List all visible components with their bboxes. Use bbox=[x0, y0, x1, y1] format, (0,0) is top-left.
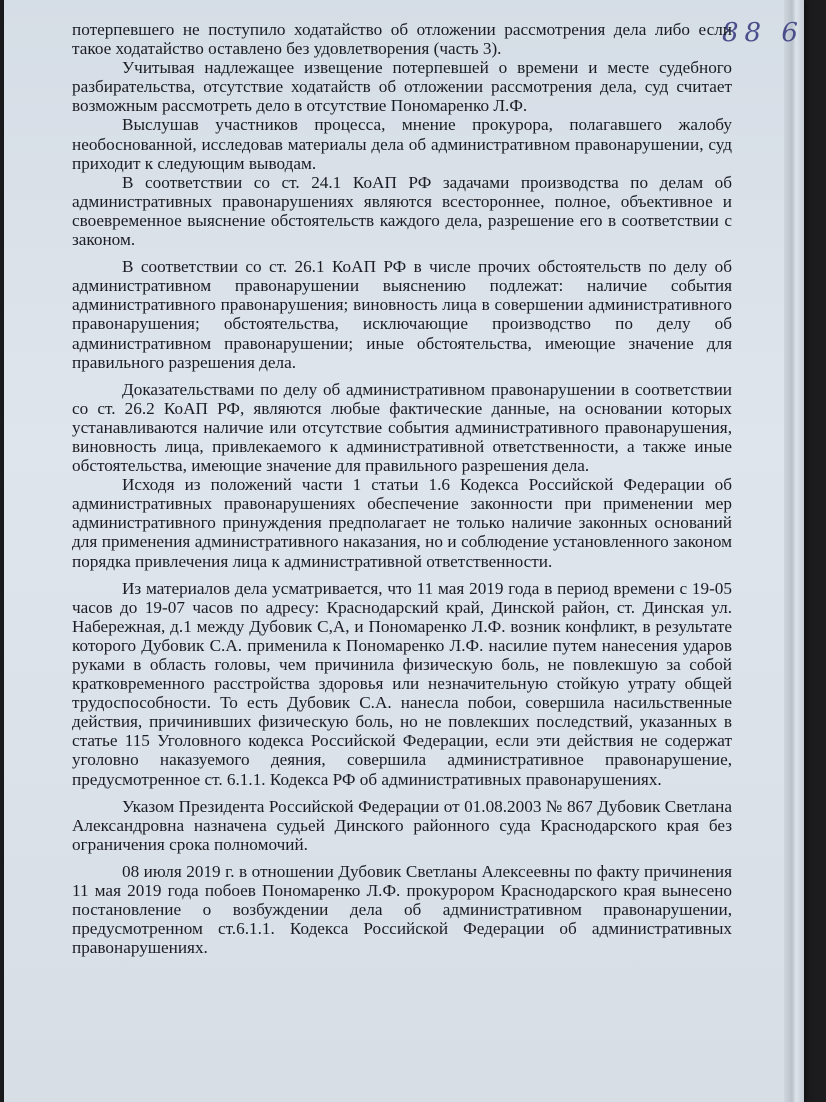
paragraph-9: Указом Президента Российской Федерации от 01.08.2003 № 867 Дубовик Светлана Александровна назначена судьей Динского районного суда Краснодарского края без ограничения срока полномочий. bbox=[72, 796, 732, 854]
paragraph-3: Выслушав участников процесса, мнение прокурора, полагавшего жалобу необоснованной, исследовав материалы дела об административном правонарушении, суд приходит к следующим выводам. bbox=[72, 115, 732, 173]
handwritten-page-number: 88 6 bbox=[722, 18, 804, 48]
paragraph-10: 08 июля 2019 г. в отношении Дубовик Светланы Алексеевны по факту причинения 11 мая 2019 года побоев Пономаренко Л.Ф. прокурором Краснодарского края вынесено постановление о возбуждении дела об административном правонарушении, предусмотренном ст.6.1.1. Кодекса Российской Федерации об административных правонарушениях. bbox=[72, 861, 732, 958]
paragraph-2: Учитывая надлежащее извещение потерпевшей о времени и месте судебного разбирательства, отсутствие ходатайств об отложении рассмотрения дела, суд считает возможным рассмотреть дело в отсутствие Пономаренко Л.Ф. bbox=[72, 58, 732, 116]
document-body bbox=[72, 20, 732, 957]
document-page bbox=[4, 0, 804, 1102]
paragraph-1: потерпевшего не поступило ходатайство об отложении рассмотрения дела либо если такое ходатайство оставлено без удовлетворения (часть 3). bbox=[72, 20, 732, 59]
paragraph-5: В соответствии со ст. 26.1 КоАП РФ в числе прочих обстоятельств по делу об административном правонарушении выяснению подлежат: наличие события административного правонарушения; виновность лица в совершении административного правонарушения; обстоятельства, исключающие производство по делу об административном правонарушении; иные обстоятельства, имеющие значение для правильного разрешения дела. bbox=[72, 257, 732, 372]
paragraph-4: В соответствии со ст. 24.1 КоАП РФ задачами производства по делам об административных правонарушениях являются всестороннее, полное, объективное и своевременное выяснение обстоятельств каждого дела, разрешение его в соответствии с законом. bbox=[72, 172, 732, 250]
page-edge bbox=[784, 0, 804, 1102]
paragraph-7: Исходя из положений части 1 статьи 1.6 Кодекса Российской Федерации об административных правонарушениях обеспечение законности при применении мер административного принуждения предполагает не только наличие законных оснований для применения административного наказания, но и соблюдение установленного законом порядка привлечения лица к административной ответственности. bbox=[72, 475, 732, 571]
paragraph-8: Из материалов дела усматривается, что 11 мая 2019 года в период времени с 19-05 часов до 19-07 часов по адресу: Краснодарский край, Динской район, ст. Динская ул. Набережная, д.1 между Дубовик С,А, и Пономаренко Л.Ф. возник конфликт, в результате которого Дубовик С.А. применила к Пономаренко Л.Ф. насилие путем нанесения ударов руками в область головы, чем причинила физическую боль, не повлекшую за собой кратковременного расстройства здоровья или незначительную стойкую утрату общей трудоспособности. То есть Дубовик С.А. нанесла побои, совершила насильственные действия, причинивших физическую боль, но не повлекших последствий, указанных в статье 115 Уголовного кодекса Российской Федерации, если эти действия не содержат уголовно наказуемого деяния, совершила административное правонарушение, предусмотренное ст. 6.1.1. Кодекса РФ об административных правонарушениях. bbox=[72, 578, 732, 789]
paragraph-6: Доказательствами по делу об административном правонарушении в соответствии со ст. 26.2 КоАП РФ, являются любые фактические данные, на основании которых устанавливаются наличие или отсутствие события административного правонарушения, виновность лица, привлекаемого к административной ответственности, а также иные обстоятельства, имеющие значение для правильного разрешения дела. bbox=[72, 379, 732, 476]
